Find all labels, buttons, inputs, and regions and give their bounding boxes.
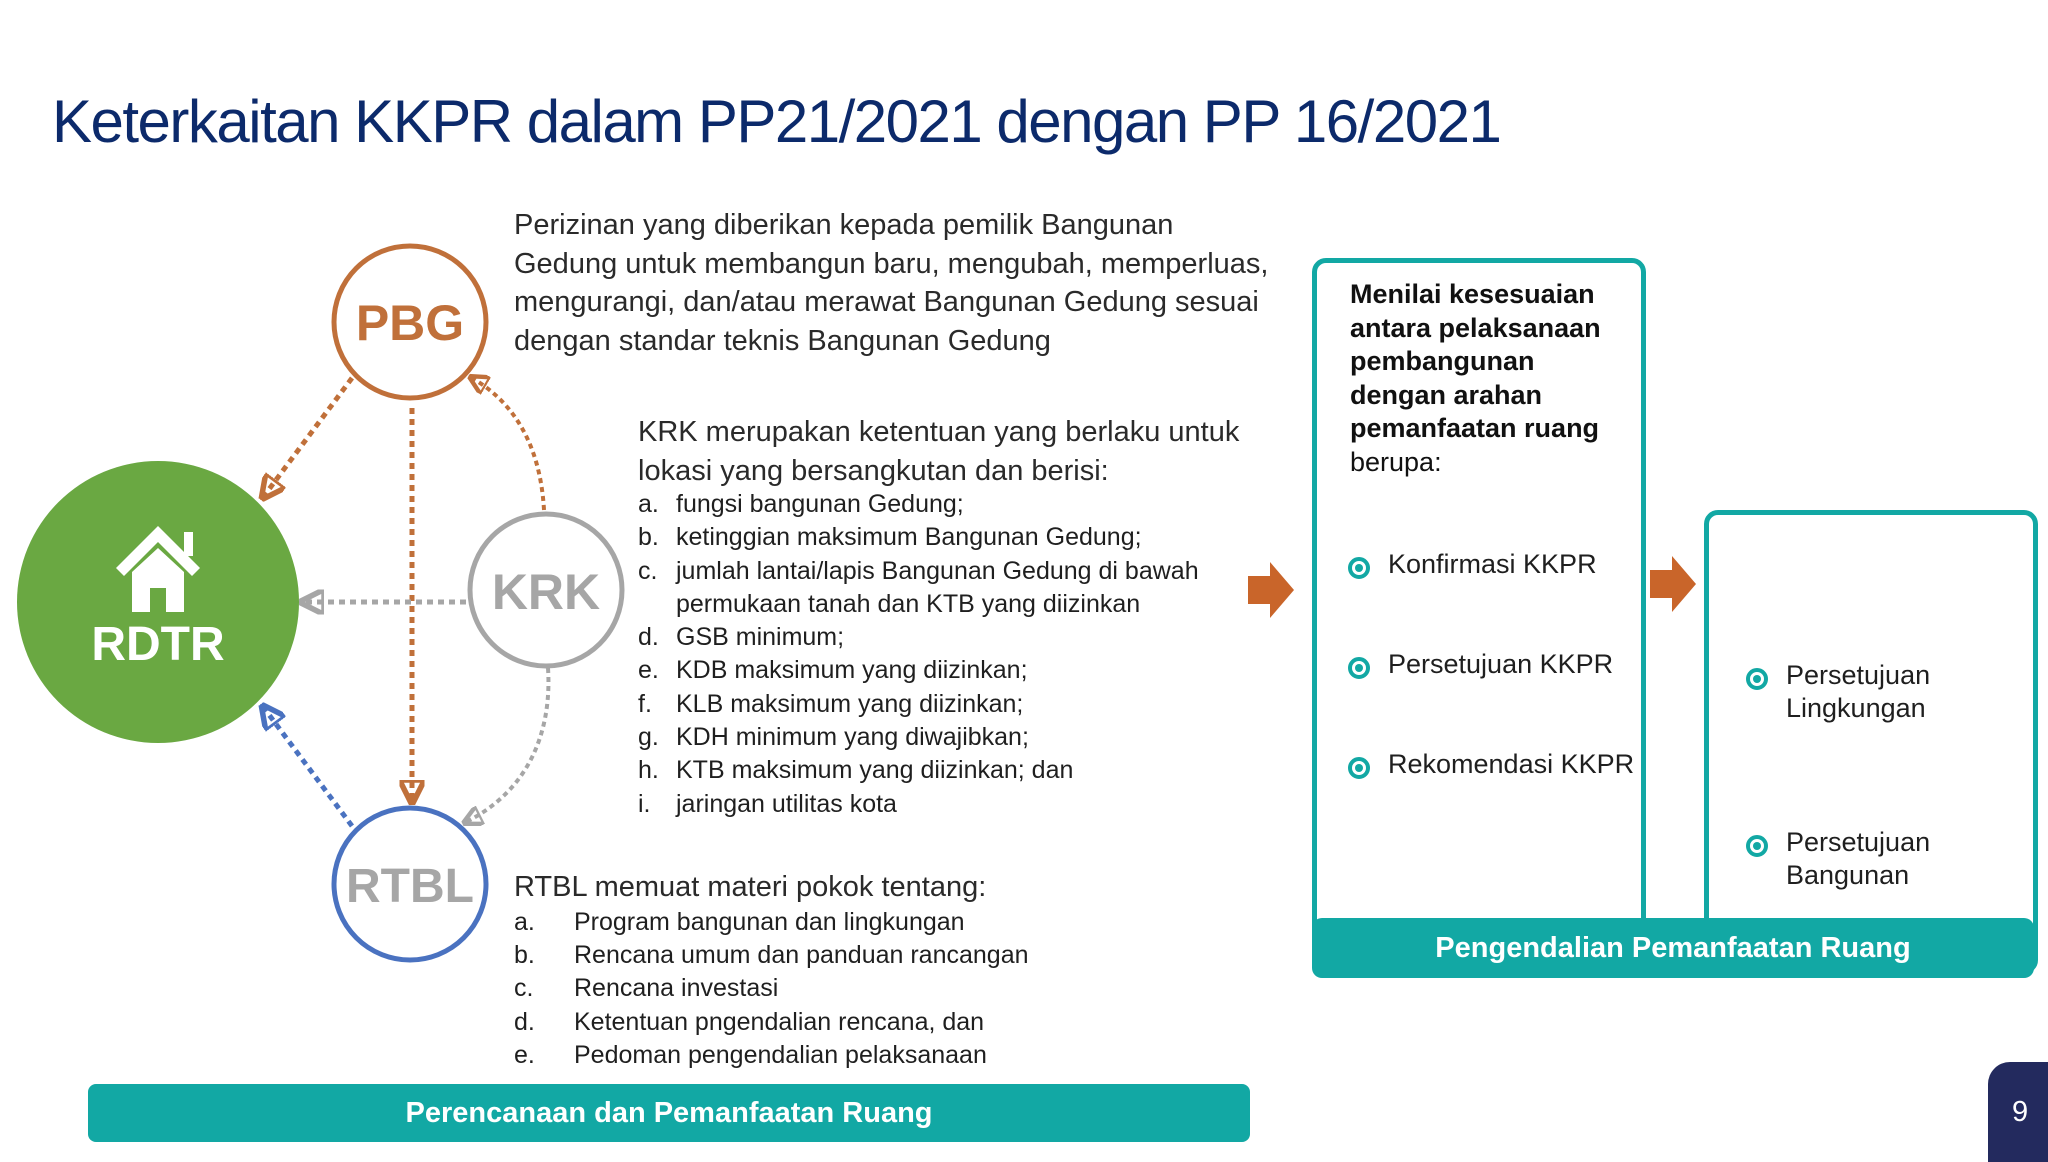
- list-item: [638, 688, 1258, 721]
- krk-description: KRK merupakan ketentuan yang berlaku untuk lokasi yang bersangkutan dan berisi:: [638, 416, 1240, 487]
- list-text: KLB maksimum yang diizinkan;: [676, 689, 1024, 718]
- bullet-icon: [1746, 668, 1768, 690]
- list-marker: c.: [514, 974, 534, 1003]
- list-text: KDH minimum yang diwajibkan;: [676, 723, 1029, 752]
- list-item: [638, 754, 1258, 787]
- assessment-heading-rest: berupa:: [1350, 446, 1442, 477]
- arrow-right-icon: [1650, 556, 1698, 612]
- list-marker: a.: [514, 908, 535, 936]
- arrow-rtbl-to-rdtr: [264, 708, 352, 826]
- bullet-icon: [1348, 657, 1370, 679]
- pbg-description: Perizinan yang diberikan kepada pemilik Bangunan Gedung untuk membangun baru, mengubah, memperluas, mengurangi, dan/atau merawat Bangunan Gedung sesuai dengan standar teknis Bangunan Gedung: [514, 209, 1269, 357]
- list-item: [638, 654, 1258, 687]
- list-marker: i.: [638, 789, 651, 818]
- list-marker: b.: [514, 941, 535, 970]
- list-item: [638, 488, 1258, 521]
- control-bar: Pengendalian Pemanfaatan Ruang: [1312, 918, 2034, 978]
- list-marker: f.: [638, 689, 652, 718]
- list-item: Persetujuan KKPR: [1348, 648, 1648, 682]
- list-text: Pedoman pengendalian pelaksanaan: [574, 1040, 987, 1069]
- list-item: [514, 1006, 1234, 1039]
- rdtr-label: RDTR: [91, 618, 225, 671]
- list-marker: d.: [638, 623, 659, 652]
- list-marker: h.: [638, 756, 659, 785]
- list-item: Konfirmasi KKPR: [1348, 548, 1648, 582]
- list-marker: d.: [514, 1007, 535, 1036]
- list-marker: e.: [514, 1040, 535, 1069]
- planning-bar: Perencanaan dan Pemanfaatan Ruang: [88, 1084, 1250, 1142]
- list-text: KTB maksimum yang diizinkan; dan: [676, 756, 1074, 785]
- list-marker: b.: [638, 523, 659, 552]
- list-text: Rencana investasi: [574, 974, 779, 1003]
- list-marker: e.: [638, 656, 659, 685]
- list-text: KDB maksimum yang diizinkan;: [676, 656, 1028, 685]
- list-item: [638, 521, 1258, 554]
- approvals-box: [1704, 510, 2038, 974]
- list-item: [638, 555, 1258, 622]
- list-item: [638, 721, 1258, 754]
- assessment-heading-bold: Menilai kesesuaian antara pelaksanaan pembangunan dengan arahan pemanfaatan ruang: [1350, 279, 1601, 443]
- list-item: [514, 939, 1234, 972]
- bullet-icon: [1348, 557, 1370, 579]
- assessment-heading: [1350, 278, 1620, 479]
- list-marker: c.: [638, 556, 658, 585]
- list-text: jaringan utilitas kota: [676, 789, 897, 818]
- list-text: GSB minimum;: [676, 623, 845, 652]
- krk-list: [638, 488, 1258, 821]
- list-item: [514, 972, 1234, 1005]
- list-item: [638, 621, 1258, 654]
- list-text: Ketentuan pngendalian rencana, dan: [574, 1007, 985, 1036]
- bullet-icon: [1746, 835, 1768, 857]
- list-item: [514, 906, 1234, 939]
- rtbl-heading: RTBL memuat materi pokok tentang:: [514, 871, 987, 903]
- list-text: Rencana umum dan panduan rancangan: [574, 941, 1029, 970]
- list-item: Persetujuan Bangunan: [1746, 826, 2046, 893]
- list-marker: g.: [638, 723, 659, 752]
- arrow-pbg-to-rdtr: [264, 378, 352, 496]
- pbg-label: PBG: [355, 295, 465, 351]
- list-item: [638, 788, 1258, 821]
- bullet-icon: [1348, 757, 1370, 779]
- list-text: jumlah lantai/lapis Bangunan Gedung di bawah permukaan tanah dan KTB yang diizinkan: [676, 556, 1199, 618]
- list-text: fungsi bangunan Gedung;: [676, 490, 964, 518]
- list-item: [514, 1039, 1234, 1072]
- rtbl-list: [514, 906, 1234, 1072]
- rdtr-node: [17, 461, 299, 743]
- list-text: Program bangunan dan lingkungan: [574, 908, 965, 936]
- arrow-krk-to-pbg: [472, 378, 544, 510]
- arrow-krk-to-rtbl: [466, 668, 548, 822]
- page-number: 9: [2012, 1096, 2029, 1128]
- list-item: Persetujuan Lingkungan: [1746, 659, 2046, 726]
- page-title: Keterkaitan KKPR dalam PP21/2021 dengan PP 16/2021: [52, 88, 1501, 155]
- rtbl-label: RTBL: [346, 860, 474, 913]
- krk-label: KRK: [491, 564, 601, 620]
- list-marker: a.: [638, 490, 659, 518]
- list-text: ketinggian maksimum Bangunan Gedung;: [676, 523, 1142, 552]
- arrow-right-icon: [1248, 562, 1296, 618]
- list-item: Rekomendasi KKPR: [1348, 748, 1648, 782]
